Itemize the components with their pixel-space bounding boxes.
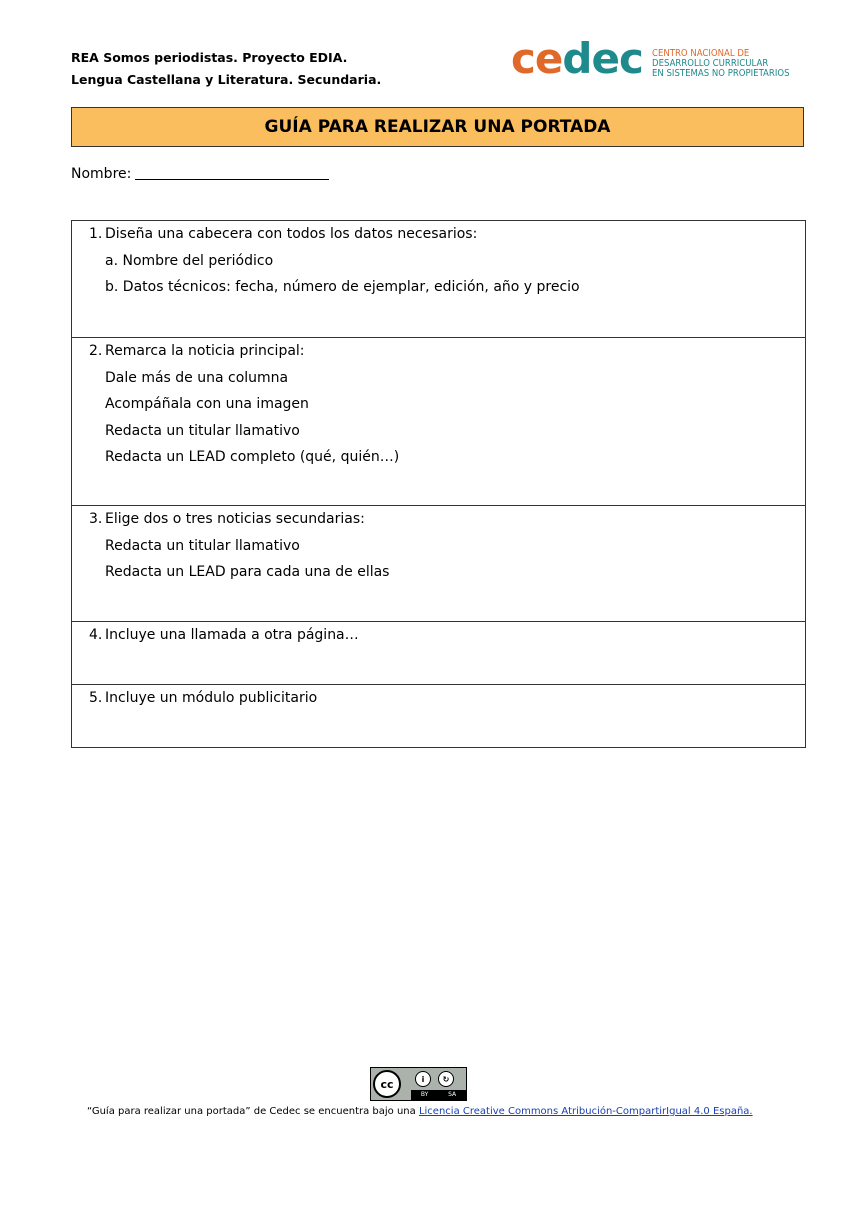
step-text: Remarca la noticia principal: [105, 343, 305, 359]
license-link[interactable]: Licencia Creative Commons Atribución-CompartirIgual 4.0 España. [418, 1106, 753, 1117]
attribution-icon: i [415, 1071, 431, 1087]
step-item: Redacta un titular llamativo [105, 537, 300, 554]
document-header [71, 47, 381, 91]
name-label: Nombre: [71, 166, 132, 182]
name-field [71, 165, 329, 182]
license-strip: BY SA [411, 1090, 466, 1100]
step-text: Incluye un módulo publicitario [105, 690, 318, 706]
step-text: Incluye una llamada a otra página… [105, 627, 359, 643]
step-text: Diseña una cabecera con todos los datos necesarios: [105, 226, 478, 242]
header-line-1: REA Somos periodistas. Proyecto EDIA. [71, 50, 348, 65]
step-item: Redacta un titular llamativo [105, 422, 300, 439]
cedec-logo [511, 34, 811, 86]
header-line-2: Lengua Castellana y Literatura. Secundaria. [71, 72, 382, 87]
logo-subtitle: CENTRO NACIONAL DE DESARROLLO CURRICULAR EN SISTEMAS NO PROPIETARIOS [652, 48, 790, 79]
page-title: GUÍA PARA REALIZAR UNA PORTADA [71, 107, 804, 147]
step-row-3: 3. Elige dos o tres noticias secundarias: Redacta un titular llamativo Redacta un LEAD para cada una de ellas [72, 506, 805, 622]
step-item: Dale más de una columna [105, 369, 289, 386]
step-row-4: 4. Incluye una llamada a otra página… [72, 622, 805, 685]
license-footer [87, 1106, 753, 1117]
step-item: a. Nombre del periódico [105, 252, 274, 269]
share-alike-icon: ↻ [438, 1071, 454, 1087]
step-row-2: 2. Remarca la noticia principal: Dale más de una columna Acompáñala con una imagen Redacta un titular llamativo Redacta un LEAD completo (qué, quién…) [72, 338, 805, 506]
step-item: Acompáñala con una imagen [105, 396, 309, 412]
steps-table [71, 220, 806, 748]
step-row-1: 1. Diseña una cabecera con todos los datos necesarios: a. Nombre del periódico b. Datos técnicos: fecha, número de ejemplar, edición, año y precio [72, 221, 805, 338]
logo-wordmark: cedec [511, 34, 643, 83]
name-blank-line [135, 165, 329, 180]
cc-license-badge[interactable] [370, 1067, 467, 1101]
footer-text: “Guía para realizar una portada” de Cedec se encuentra bajo una [87, 1106, 419, 1117]
cc-icon: cc [373, 1070, 401, 1098]
step-row-5: 5. Incluye un módulo publicitario [72, 685, 805, 747]
step-item: Redacta un LEAD para cada una de ellas [105, 564, 390, 580]
step-item: b. Datos técnicos: fecha, número de ejemplar, edición, año y precio [105, 279, 580, 295]
step-text: Elige dos o tres noticias secundarias: [105, 511, 365, 527]
step-item: Redacta un LEAD completo (qué, quién…) [105, 449, 400, 465]
